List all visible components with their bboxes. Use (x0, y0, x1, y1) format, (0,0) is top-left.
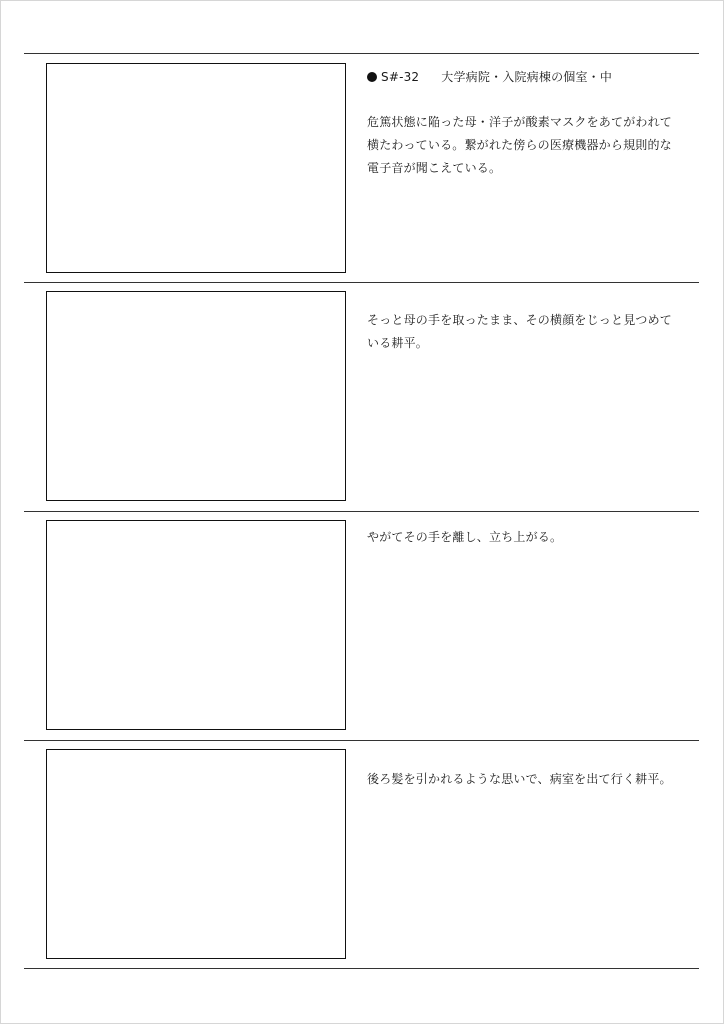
note-line: 後ろ髪を引かれるような思いで、病室を出て行く耕平。 (367, 772, 672, 786)
scene-heading (367, 66, 687, 89)
note-line: やがてその手を離し、立ち上がる。 (367, 530, 563, 544)
note-line: 横たわっている。繋がれた傍らの医療機器から規則的な (367, 138, 672, 152)
note-line: いる耕平。 (367, 336, 429, 350)
row-divider (24, 740, 699, 741)
scene-notes (367, 66, 687, 180)
note-line: 危篤状態に陥った母・洋子が酸素マスクをあてがわれて (367, 115, 673, 129)
storyboard-frame (46, 291, 346, 501)
storyboard-frame (46, 63, 346, 273)
note-line: そっと母の手を取ったまま、その横顔をじっと見つめて (367, 313, 673, 327)
note-line: 電子音が聞こえている。 (367, 161, 502, 175)
storyboard-frame (46, 749, 346, 959)
row-divider (24, 511, 699, 512)
scene-notes (367, 768, 687, 791)
row-divider (24, 968, 699, 969)
bullet-icon (367, 72, 377, 82)
scene-number: S#-32 (381, 70, 420, 84)
scene-notes (367, 526, 687, 549)
row-divider (24, 282, 699, 283)
row-divider (24, 53, 699, 54)
scene-location: 大学病院・入院病棟の個室・中 (441, 70, 613, 84)
storyboard-frame (46, 520, 346, 730)
scene-notes (367, 309, 687, 355)
